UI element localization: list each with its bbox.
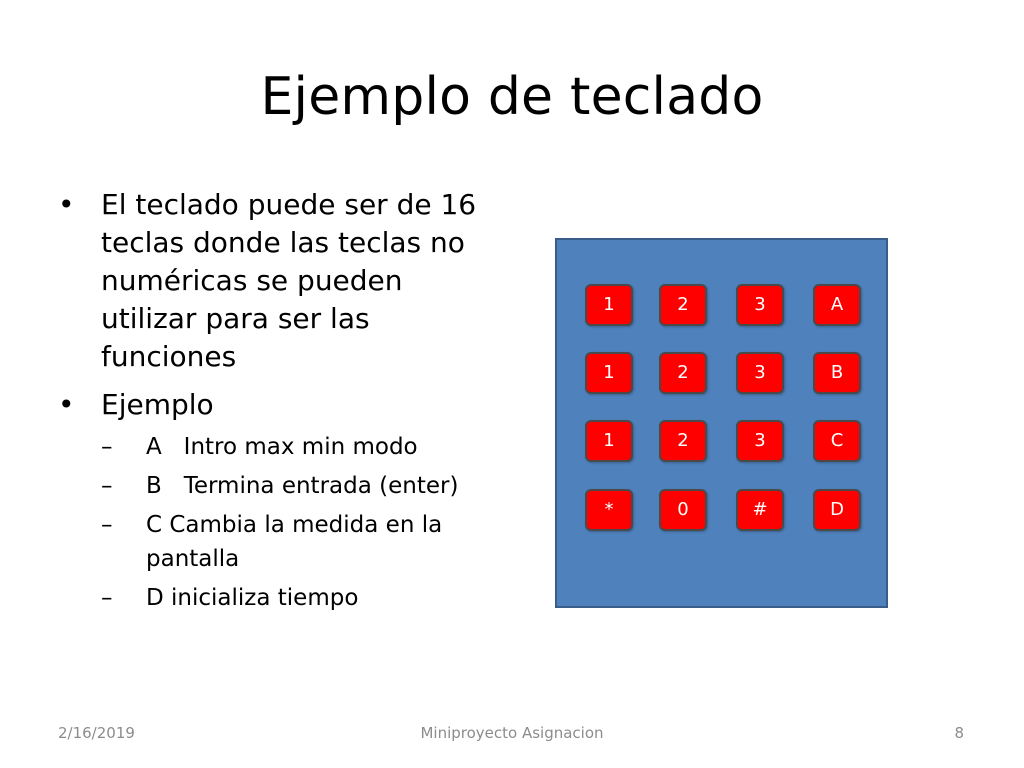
bullet-item-keyboard bbox=[58, 186, 498, 376]
keypad-key-r1-c2: 2 bbox=[659, 284, 707, 326]
sub-bullet-marker: – bbox=[101, 473, 113, 499]
bullet-text: El teclado puede ser de 16 teclas donde las teclas no numéricas se pueden utilizar para ser las funciones bbox=[101, 188, 477, 373]
sub-bullet-marker: – bbox=[101, 512, 113, 538]
sub-item-a bbox=[101, 430, 498, 464]
slide-title: Ejemplo de teclado bbox=[260, 67, 764, 127]
bullet-list bbox=[58, 186, 498, 625]
keypad-diagram bbox=[555, 238, 888, 608]
keypad-key-r2-c3: 3 bbox=[736, 352, 784, 394]
bullet-item-example bbox=[58, 386, 498, 615]
bullet-text: Ejemplo bbox=[101, 388, 214, 421]
sub-item-text: C Cambia la medida en la pantalla bbox=[146, 512, 443, 572]
sub-item-d bbox=[101, 581, 498, 615]
keypad-key-r1-c3: 3 bbox=[736, 284, 784, 326]
sub-item-text: D inicializa tiempo bbox=[146, 585, 359, 611]
sub-item-c bbox=[101, 508, 498, 576]
bullet-marker: • bbox=[58, 388, 75, 421]
sub-item-text: A Intro max min modo bbox=[146, 434, 418, 460]
keypad-key-r3-c4: C bbox=[813, 420, 861, 462]
keypad-key-r3-c1: 1 bbox=[585, 420, 633, 462]
keypad-key-r2-c2: 2 bbox=[659, 352, 707, 394]
sub-item-b bbox=[101, 469, 498, 503]
keypad-key-r3-c3: 3 bbox=[736, 420, 784, 462]
keypad-key-r2-c1: 1 bbox=[585, 352, 633, 394]
sub-bullet-marker: – bbox=[101, 585, 113, 611]
footer-title: Miniproyecto Asignacion bbox=[420, 724, 604, 742]
example-sublist bbox=[101, 430, 498, 615]
keypad-key-r4-c2: 0 bbox=[659, 489, 707, 531]
keypad-key-r2-c4: B bbox=[813, 352, 861, 394]
bullet-marker: • bbox=[58, 188, 75, 221]
keypad-key-r4-c4: D bbox=[813, 489, 861, 531]
page-number: 8 bbox=[954, 724, 964, 742]
footer-date: 2/16/2019 bbox=[58, 724, 135, 742]
keypad-key-r4-c1: * bbox=[585, 489, 633, 531]
keypad-key-r1-c4: A bbox=[813, 284, 861, 326]
sub-item-text: B Termina entrada (enter) bbox=[146, 473, 459, 499]
keypad-key-r4-c3: # bbox=[736, 489, 784, 531]
keypad-key-r3-c2: 2 bbox=[659, 420, 707, 462]
sub-bullet-marker: – bbox=[101, 434, 113, 460]
keypad-key-r1-c1: 1 bbox=[585, 284, 633, 326]
